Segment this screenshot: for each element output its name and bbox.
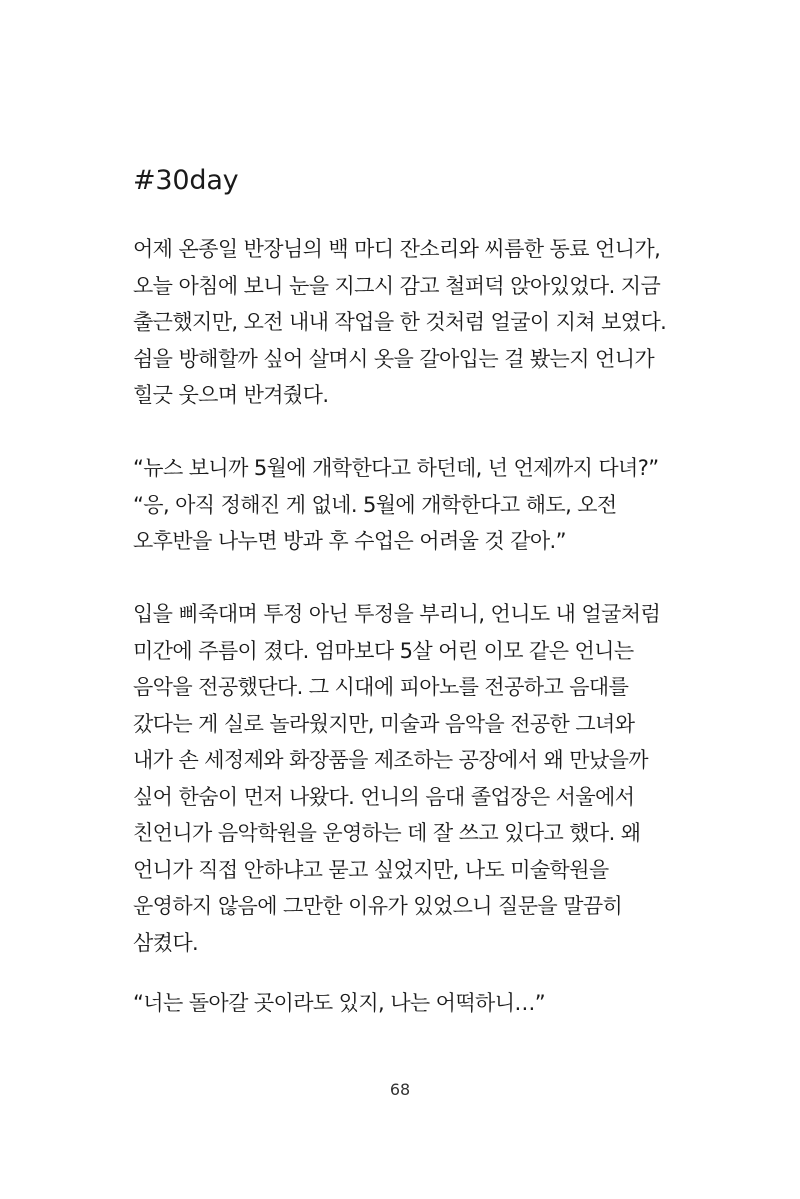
text-line: 음악을 전공했단다. 그 시대에 피아노를 전공하고 음대를 [133,675,629,699]
text-line: 삼켰다. [133,930,199,955]
text-line: “뉴스 보니까 5월에 개학한다고 하던데, 넌 언제까지 다녀?” [133,456,659,480]
text-line: 갔다는 게 실로 놀라웠지만, 미술과 음악을 전공한 그녀와 [133,711,635,736]
page-number: 68 [389,1080,411,1099]
text-line: 출근했지만, 오전 내내 작업을 한 것처럼 얼굴이 지쳐 보였다. [133,310,667,334]
text-line: 내가 손 세정제와 화장품을 제조하는 공장에서 왜 만났을까 [133,748,648,772]
paragraph-1 [133,231,666,414]
paragraph-3 [133,596,660,961]
text-line: 운영하지 않음에 그만한 이유가 있었으니 질문을 말끔히 [133,894,623,918]
text-line: 친언니가 음악학원을 운영하는 데 잘 쓰고 있다고 했다. 왜 [133,821,641,845]
text-line: 입을 삐죽대며 투정 아닌 투정을 부리니, 언니도 내 얼굴처럼 [133,602,661,626]
text-line: 쉼을 방해할까 싶어 살며시 옷을 갈아입는 걸 봤는지 언니가 [133,346,655,371]
text-line: 싶어 한숨이 먼저 나왔다. 언니의 음대 졸업장은 서울에서 [133,784,635,809]
text-line: 미간에 주름이 졌다. 엄마보다 5살 어린 이모 같은 언니는 [133,638,634,663]
paragraph-4 [133,985,545,1022]
text-line: 힐긋 웃으며 반겨줬다. [133,383,329,407]
paragraph-2 [133,450,659,560]
text-line: 오늘 아침에 보니 눈을 지그시 감고 철퍼덕 앉아있었다. 지금 [133,273,661,298]
text-line: 언니가 직접 안하냐고 묻고 싶었지만, 나도 미술학원을 [133,857,609,882]
text-line: 오후반을 나누면 방과 후 수업은 어려울 것 같아.” [133,529,566,553]
text-line: “너는 돌아갈 곳이라도 있지, 나는 어떡하니…” [133,991,546,1015]
text-line: “응, 아직 정해진 게 없네. 5월에 개학한다고 해도, 오전 [133,492,617,517]
text-line: 어제 온종일 반장님의 백 마디 잔소리와 씨름한 동료 언니가, [133,237,661,261]
chapter-heading: #30day [133,165,239,196]
